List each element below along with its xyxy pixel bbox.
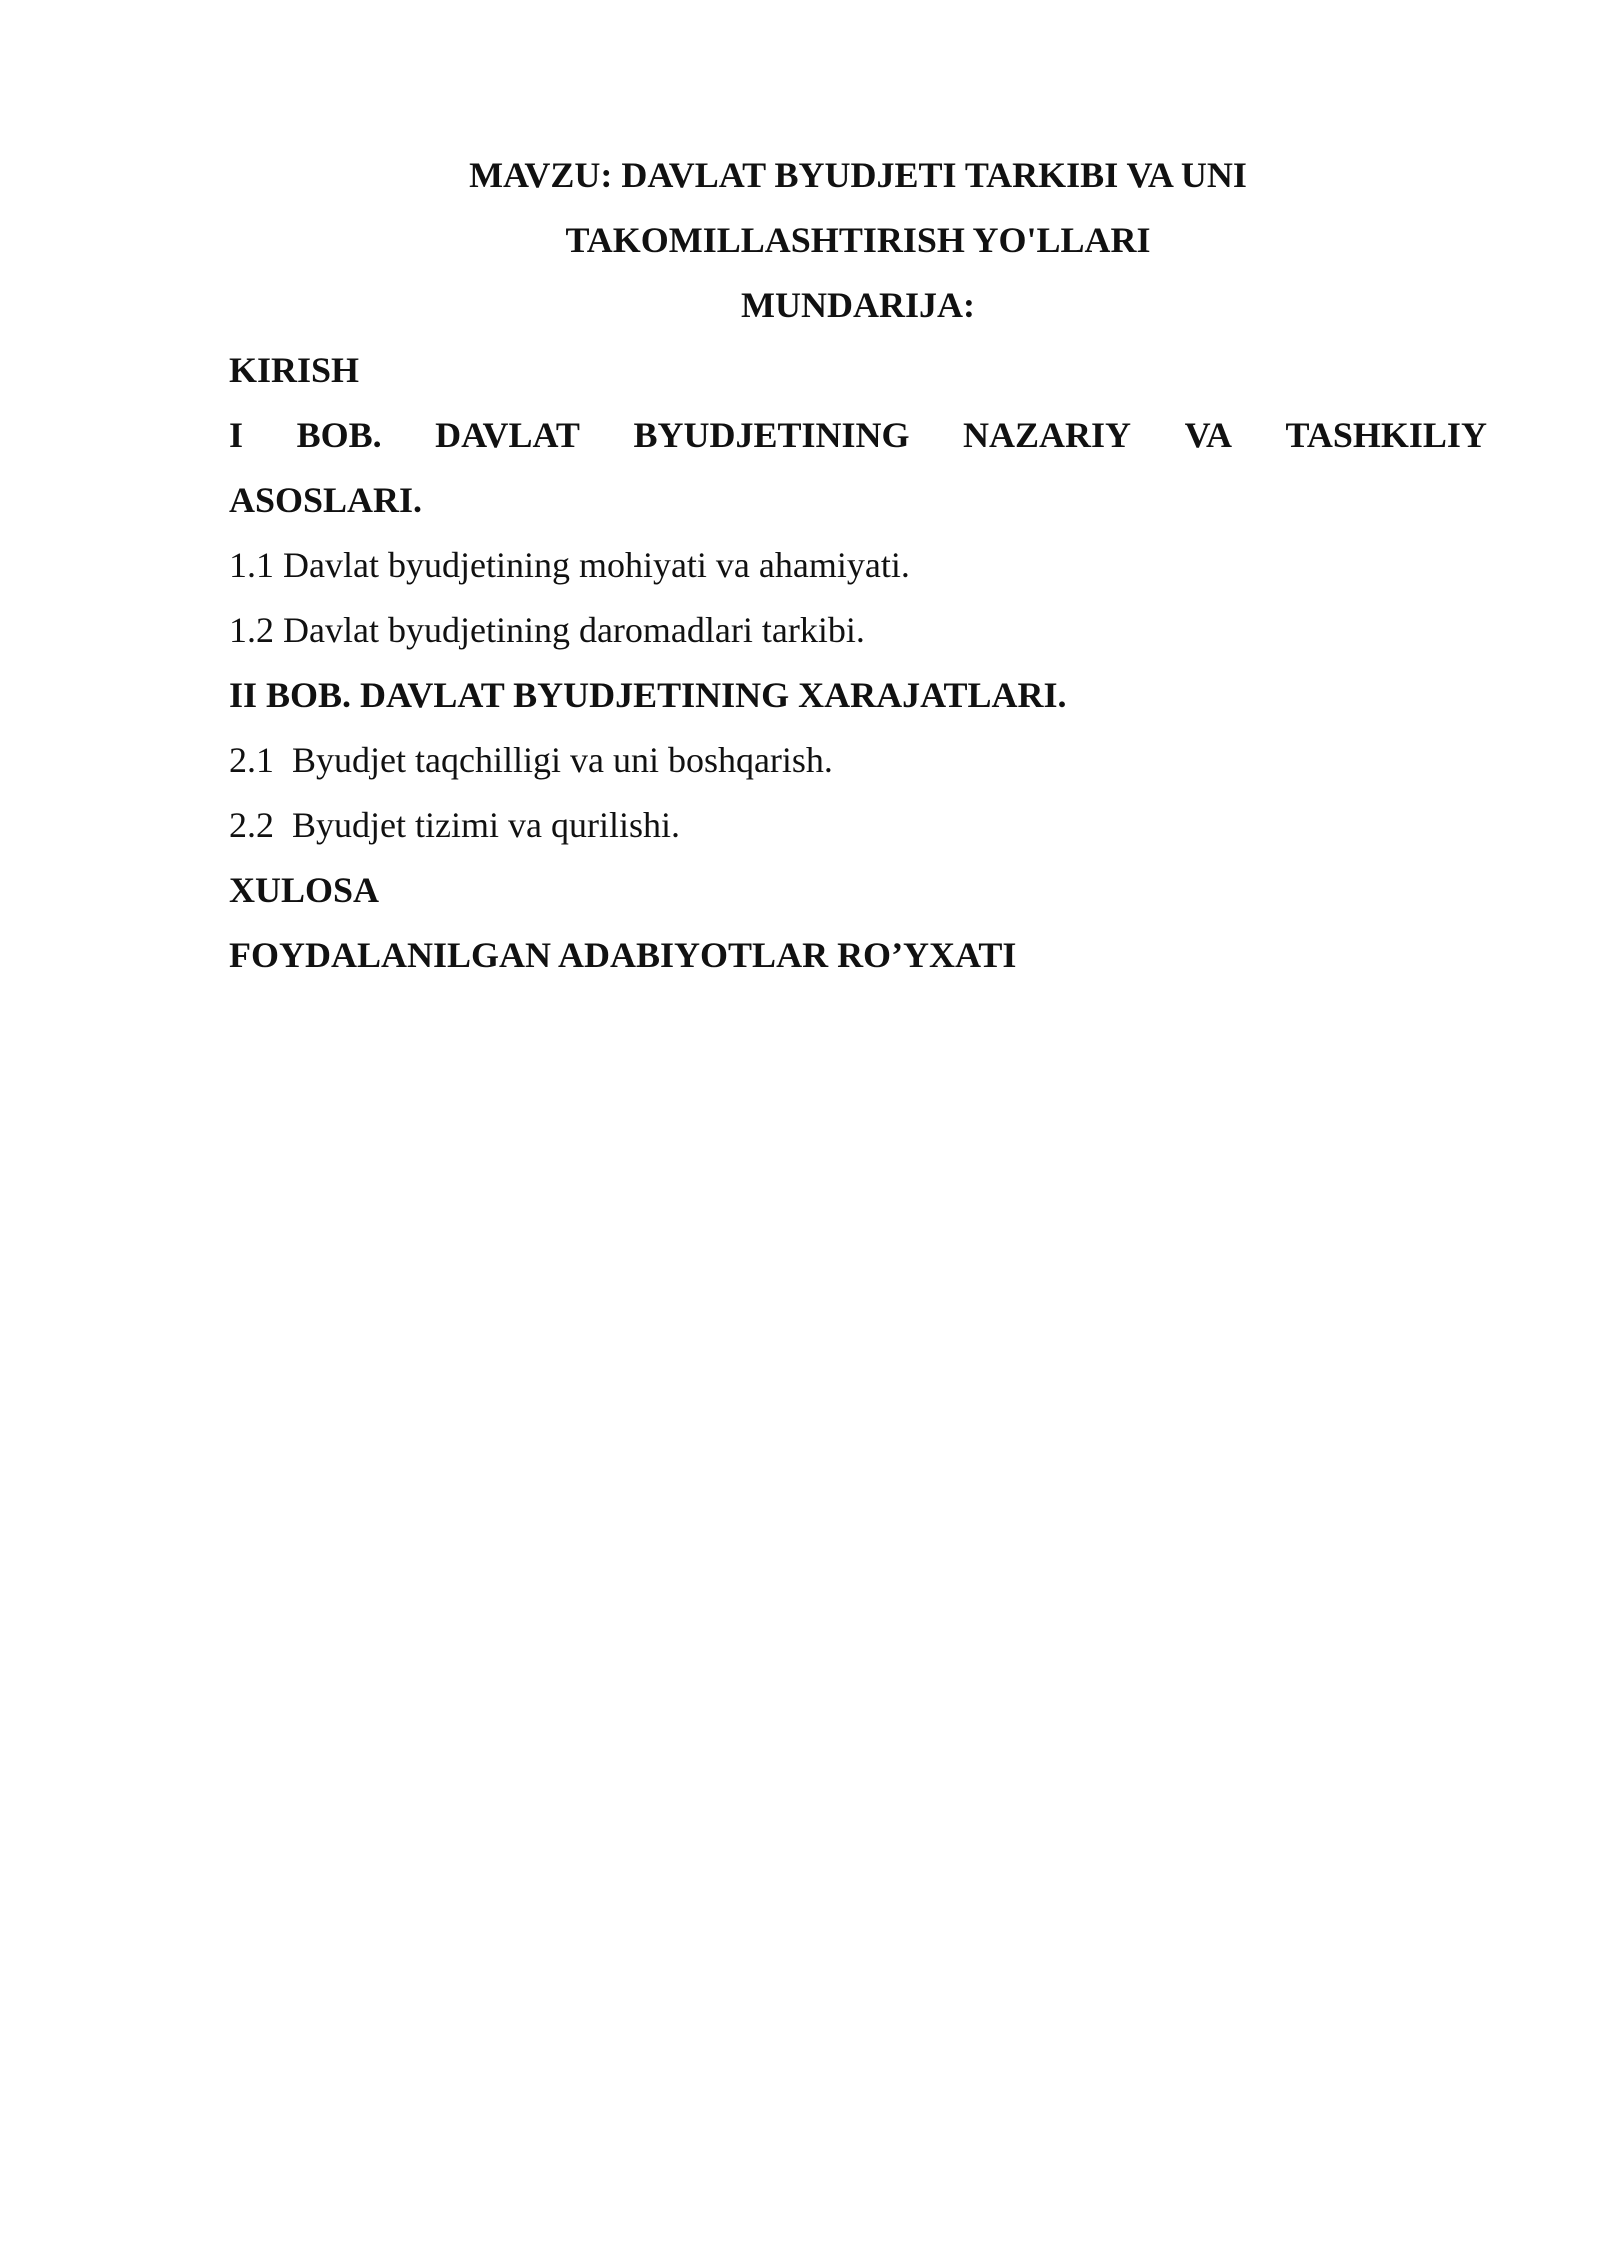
chapter-1-word: TASHKILIY [1285, 415, 1487, 455]
document-title-line-1: MAVZU: DAVLAT BYUDJETI TARKIBI VA UNI [469, 155, 1247, 195]
toc-entry-kirish: KIRISH [229, 350, 360, 390]
document-title-line-2: TAKOMILLASHTIRISH YO'LLARI [565, 220, 1151, 260]
chapter-1-word: NAZARIY [963, 415, 1132, 455]
toc-entry-xulosa: XULOSA [229, 870, 380, 910]
toc-entry-section-1-1: 1.1 Davlat byudjetining mohiyati va ahamiyati. [229, 545, 910, 585]
chapter-1-word: I [229, 415, 244, 455]
chapter-1-word: BYUDJETINING [633, 415, 910, 455]
chapter-1-word: VA [1184, 415, 1232, 455]
document-body [229, 143, 1487, 988]
chapter-1-word: DAVLAT [435, 415, 580, 455]
toc-entry-references: FOYDALANILGAN ADABIYOTLAR RO’YXATI [229, 935, 1017, 975]
toc-entry-chapter-1 [229, 403, 1487, 468]
toc-entry-chapter-1-continued: ASOSLARI. [229, 480, 423, 520]
contents-heading: MUNDARIJA: [741, 285, 975, 325]
toc-entry-section-2-2: 2.2 Byudjet tizimi va qurilishi. [229, 805, 680, 845]
toc-entry-chapter-2: II BOB. DAVLAT BYUDJETINING XARAJATLARI. [229, 675, 1067, 715]
toc-entry-section-2-1: 2.1 Byudjet taqchilligi va uni boshqarish. [229, 740, 833, 780]
toc-entry-section-1-2: 1.2 Davlat byudjetining daromadlari tarkibi. [229, 610, 865, 650]
chapter-1-word: BOB. [296, 415, 382, 455]
